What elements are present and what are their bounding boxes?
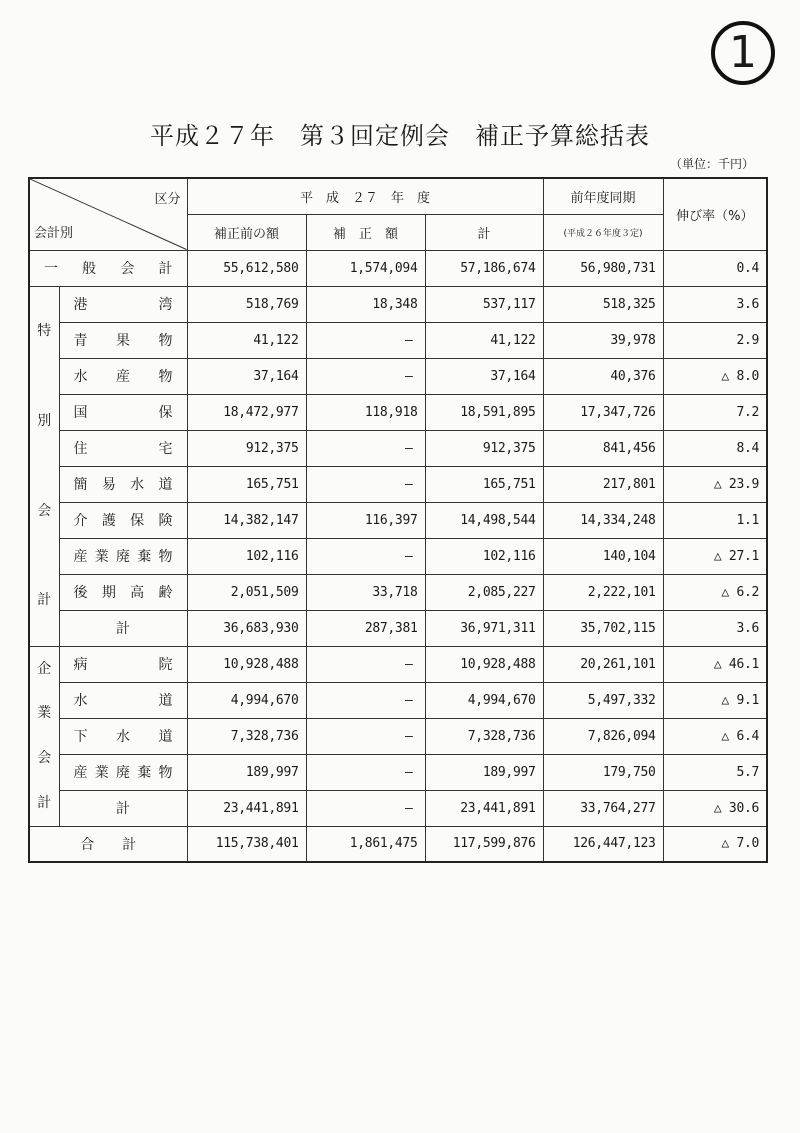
special-account-row [29, 538, 767, 574]
grand-total-before: 115,738,401 [187, 826, 306, 862]
enterprise-account-supplement: — [306, 646, 425, 682]
special-account-total: 37,164 [425, 358, 543, 394]
special-account-item-label: 簡易水道 [59, 466, 187, 502]
general-total: 57,186,674 [425, 250, 543, 286]
special-account-prev: 40,376 [543, 358, 663, 394]
enterprise-account-prev: 179,750 [543, 754, 663, 790]
special-account-item-label: 国保 [59, 394, 187, 430]
total-header: 計 [425, 214, 543, 250]
fiscal-year-header: 平 成 ２７ 年 度 [187, 178, 543, 214]
general-prev: 56,980,731 [543, 250, 663, 286]
enterprise-account-growth: △ 9.1 [663, 682, 767, 718]
enterprise-account-subtotal-before: 23,441,891 [187, 790, 306, 826]
special-account-row [29, 322, 767, 358]
enterprise-account-supplement: — [306, 682, 425, 718]
special-account-before: 14,382,147 [187, 502, 306, 538]
special-account-group-char: 特 [37, 323, 52, 340]
enterprise-account-supplement: — [306, 718, 425, 754]
category-header-cell [29, 178, 187, 250]
grand-total-growth: △ 7.0 [663, 826, 767, 862]
enterprise-account-item-label: 産業廃棄物 [59, 754, 187, 790]
enterprise-account-item-label: 水道 [59, 682, 187, 718]
enterprise-account-supplement: — [306, 754, 425, 790]
special-account-prev: 2,222,101 [543, 574, 663, 610]
special-account-subtotal-row [29, 610, 767, 646]
special-account-prev: 140,104 [543, 538, 663, 574]
special-account-growth: 2.9 [663, 322, 767, 358]
special-account-growth: △ 27.1 [663, 538, 767, 574]
enterprise-account-subtotal-row [29, 790, 767, 826]
budget-summary-table [28, 177, 768, 863]
special-account-total: 912,375 [425, 430, 543, 466]
special-account-subtotal-before: 36,683,930 [187, 610, 306, 646]
general-account-label: 一 般 会 計 [29, 250, 187, 286]
before-header: 補正前の額 [187, 214, 306, 250]
enterprise-account-before: 189,997 [187, 754, 306, 790]
special-account-before: 518,769 [187, 286, 306, 322]
special-account-item-label: 介護保険 [59, 502, 187, 538]
special-account-total: 102,116 [425, 538, 543, 574]
special-account-growth: 3.6 [663, 286, 767, 322]
special-account-group-char: 会 [37, 502, 52, 519]
special-account-group-char: 別 [37, 412, 52, 429]
special-account-supplement: 33,718 [306, 574, 425, 610]
special-account-prev: 14,334,248 [543, 502, 663, 538]
enterprise-account-row [29, 718, 767, 754]
special-account-supplement: 118,918 [306, 394, 425, 430]
special-account-row [29, 466, 767, 502]
special-account-supplement: — [306, 466, 425, 502]
enterprise-account-total: 189,997 [425, 754, 543, 790]
growth-rate-header: 伸び率（%） [663, 178, 767, 250]
account-label: 会計別 [34, 225, 74, 241]
special-accounts-section [29, 286, 767, 646]
special-account-group-label [29, 286, 59, 646]
special-account-total: 41,122 [425, 322, 543, 358]
special-account-row [29, 430, 767, 466]
general-supplement: 1,574,094 [306, 250, 425, 286]
enterprise-account-row [29, 754, 767, 790]
general-account-row [29, 250, 767, 286]
supplement-header: 補 正 額 [306, 214, 425, 250]
special-account-before: 912,375 [187, 430, 306, 466]
page-number: 1 [711, 21, 775, 85]
special-account-before: 2,051,509 [187, 574, 306, 610]
special-account-item-label: 青果物 [59, 322, 187, 358]
special-account-total: 18,591,895 [425, 394, 543, 430]
enterprise-account-subtotal-label: 計 [59, 790, 187, 826]
special-account-growth: △ 23.9 [663, 466, 767, 502]
special-account-subtotal-prev: 35,702,115 [543, 610, 663, 646]
enterprise-account-growth: 5.7 [663, 754, 767, 790]
enterprise-account-prev: 20,261,101 [543, 646, 663, 682]
special-account-row [29, 502, 767, 538]
document-title: 平成２７年 第３回定例会 補正予算総括表 [150, 122, 650, 150]
enterprise-account-group-label [29, 646, 59, 826]
special-account-growth: 8.4 [663, 430, 767, 466]
special-account-item-label: 住宅 [59, 430, 187, 466]
special-account-before: 41,122 [187, 322, 306, 358]
special-account-total: 165,751 [425, 466, 543, 502]
special-account-subtotal-label: 計 [59, 610, 187, 646]
special-account-before: 165,751 [187, 466, 306, 502]
enterprise-account-group-char: 業 [37, 705, 52, 722]
special-account-supplement: 116,397 [306, 502, 425, 538]
special-account-supplement: — [306, 322, 425, 358]
special-account-row [29, 394, 767, 430]
general-growth: 0.4 [663, 250, 767, 286]
special-account-subtotal-supplement: 287,381 [306, 610, 425, 646]
general-before: 55,612,580 [187, 250, 306, 286]
special-account-subtotal-growth: 3.6 [663, 610, 767, 646]
enterprise-account-total: 4,994,670 [425, 682, 543, 718]
enterprise-account-row [29, 646, 767, 682]
enterprise-account-subtotal-supplement: — [306, 790, 425, 826]
special-account-subtotal-total: 36,971,311 [425, 610, 543, 646]
header-row-1 [29, 178, 767, 214]
special-account-supplement: 18,348 [306, 286, 425, 322]
enterprise-account-group-char: 計 [37, 794, 52, 811]
enterprise-account-before: 10,928,488 [187, 646, 306, 682]
unit-note: （単位：千円） [670, 157, 755, 171]
special-account-supplement: — [306, 430, 425, 466]
special-account-supplement: — [306, 538, 425, 574]
special-account-prev: 17,347,726 [543, 394, 663, 430]
enterprise-account-total: 10,928,488 [425, 646, 543, 682]
special-account-item-label: 産業廃棄物 [59, 538, 187, 574]
enterprise-account-total: 7,328,736 [425, 718, 543, 754]
special-account-total: 2,085,227 [425, 574, 543, 610]
enterprise-account-group-char: 企 [37, 660, 52, 677]
enterprise-account-before: 4,994,670 [187, 682, 306, 718]
special-account-total: 537,117 [425, 286, 543, 322]
enterprise-account-prev: 5,497,332 [543, 682, 663, 718]
grand-total-total: 117,599,876 [425, 826, 543, 862]
special-account-prev: 39,978 [543, 322, 663, 358]
special-account-group-char: 計 [37, 592, 52, 609]
enterprise-account-before: 7,328,736 [187, 718, 306, 754]
special-account-item-label: 水産物 [59, 358, 187, 394]
special-account-growth: △ 6.2 [663, 574, 767, 610]
enterprise-account-subtotal-total: 23,441,891 [425, 790, 543, 826]
special-account-supplement: — [306, 358, 425, 394]
special-account-growth: 7.2 [663, 394, 767, 430]
special-account-item-label: 港湾 [59, 286, 187, 322]
enterprise-account-prev: 7,826,094 [543, 718, 663, 754]
enterprise-account-group-char: 会 [37, 750, 52, 766]
enterprise-accounts-section [29, 646, 767, 826]
prev-year-note: (平成２６年度３定) [543, 214, 663, 250]
special-account-prev: 217,801 [543, 466, 663, 502]
special-account-growth: △ 8.0 [663, 358, 767, 394]
enterprise-account-subtotal-growth: △ 30.6 [663, 790, 767, 826]
grand-total-row [29, 826, 767, 862]
special-account-row [29, 286, 767, 322]
special-account-item-label: 後期高齢 [59, 574, 187, 610]
grand-total-prev: 126,447,123 [543, 826, 663, 862]
special-account-before: 102,116 [187, 538, 306, 574]
enterprise-account-row [29, 682, 767, 718]
special-account-row [29, 358, 767, 394]
special-account-growth: 1.1 [663, 502, 767, 538]
category-label: 区分 [154, 192, 181, 207]
special-account-row [29, 574, 767, 610]
special-account-before: 18,472,977 [187, 394, 306, 430]
special-account-prev: 841,456 [543, 430, 663, 466]
special-account-before: 37,164 [187, 358, 306, 394]
enterprise-account-item-label: 病院 [59, 646, 187, 682]
enterprise-account-subtotal-prev: 33,764,277 [543, 790, 663, 826]
prev-year-header: 前年度同期 [543, 178, 663, 214]
enterprise-account-growth: △ 6.4 [663, 718, 767, 754]
grand-total-label: 合 計 [29, 826, 187, 862]
enterprise-account-item-label: 下水道 [59, 718, 187, 754]
grand-total-supplement: 1,861,475 [306, 826, 425, 862]
enterprise-account-growth: △ 46.1 [663, 646, 767, 682]
special-account-total: 14,498,544 [425, 502, 543, 538]
special-account-prev: 518,325 [543, 286, 663, 322]
